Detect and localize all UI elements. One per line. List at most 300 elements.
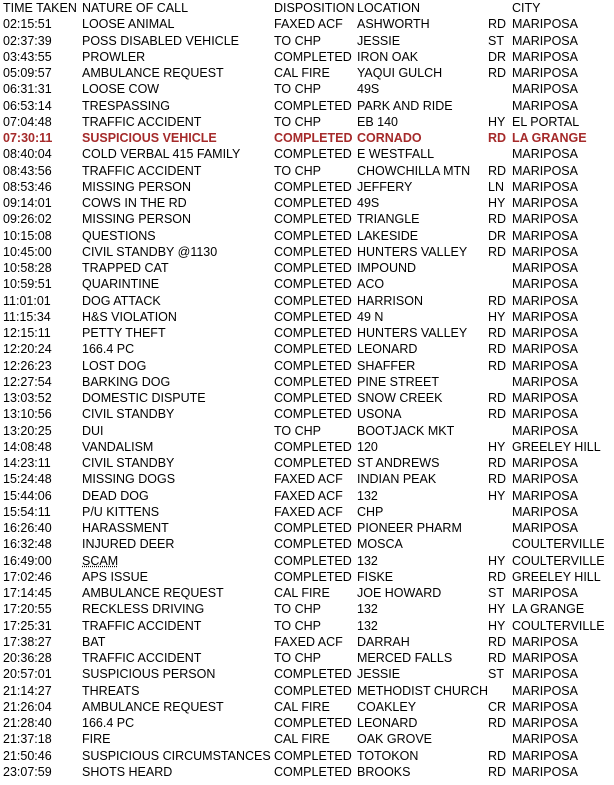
call-location: LEONARD [357, 342, 418, 357]
call-city: MARIPOSA [512, 634, 578, 649]
call-city: MARIPOSA [512, 261, 578, 275]
call-disposition: CAL FIRE [274, 586, 330, 600]
call-time: 13:20:25 [3, 423, 52, 438]
call-nature: APS ISSUE [82, 569, 148, 584]
call-city: MARIPOSA [512, 212, 578, 227]
call-street-suffix: RD [488, 244, 507, 259]
call-time: 14:08:48 [3, 439, 52, 454]
call-location: 132 [357, 602, 378, 617]
table-row [3, 358, 613, 374]
call-nature: SUSPICIOUS PERSON [82, 667, 216, 682]
call-nature: SUSPICIOUS CIRCUMSTANCES [82, 748, 271, 763]
call-city: MARIPOSA [512, 82, 578, 97]
call-street-suffix: HY [488, 439, 506, 454]
call-street-suffix: RD [488, 163, 507, 178]
call-disposition: COMPLETED [274, 261, 352, 275]
call-disposition: COMPLETED [274, 326, 352, 340]
call-time: 09:26:02 [3, 212, 52, 227]
call-nature: AMBULANCE REQUEST [82, 586, 224, 600]
call-location: 49S [357, 82, 380, 97]
call-disposition: TO CHP [274, 651, 321, 665]
call-city: LA GRANGE [512, 131, 587, 145]
call-location: YAQUI GULCH [357, 66, 443, 80]
call-location: LEONARD [357, 716, 418, 730]
call-nature: POSS DISABLED VEHICLE [82, 33, 240, 48]
call-disposition: COMPLETED [274, 98, 352, 113]
call-time: 10:15:08 [3, 228, 52, 243]
table-row [3, 195, 613, 211]
table-row [3, 504, 613, 520]
table-row [3, 65, 613, 81]
call-time: 17:02:46 [3, 569, 52, 584]
call-time: 10:45:00 [3, 244, 52, 259]
call-city: GREELEY HILL [512, 439, 601, 454]
call-disposition: COMPLETED [274, 293, 352, 308]
call-time: 21:26:04 [3, 699, 52, 714]
table-row [3, 471, 613, 487]
call-disposition: COMPLETED [274, 764, 352, 779]
call-disposition: COMPLETED [274, 277, 352, 292]
call-location: DARRAH [357, 634, 410, 649]
call-city: MARIPOSA [512, 309, 578, 324]
call-time: 12:15:11 [3, 326, 51, 340]
call-street-suffix: DR [488, 228, 507, 243]
call-rows [3, 16, 613, 780]
call-disposition: FAXED ACF [274, 472, 343, 487]
call-location: FISKE [357, 569, 394, 584]
call-disposition: COMPLETED [274, 683, 352, 698]
call-street-suffix: RD [488, 293, 507, 308]
call-nature: TRAFFIC ACCIDENT [82, 651, 202, 665]
call-city: MARIPOSA [512, 374, 578, 389]
table-row [3, 293, 613, 309]
call-city: MARIPOSA [512, 147, 578, 162]
call-time: 17:38:27 [3, 634, 52, 649]
call-nature: TRAFFIC ACCIDENT [82, 163, 202, 178]
table-row [3, 764, 613, 780]
call-city: MARIPOSA [512, 667, 578, 682]
call-nature: TRESPASSING [82, 98, 170, 113]
call-time: 16:32:48 [3, 537, 52, 552]
call-street-suffix: RD [488, 17, 507, 32]
table-row [3, 455, 613, 471]
table-row [3, 715, 613, 731]
call-disposition: COMPLETED [274, 358, 352, 373]
call-street-suffix: DR [488, 49, 507, 64]
call-street-suffix: RD [488, 358, 507, 373]
call-location: E WESTFALL [357, 147, 435, 162]
call-city: MARIPOSA [512, 699, 578, 714]
call-street-suffix: RD [488, 472, 507, 487]
call-city: COULTERVILLE [512, 553, 605, 568]
call-location: IRON OAK [357, 49, 419, 64]
call-nature: LOOSE COW [82, 82, 160, 97]
call-city: MARIPOSA [512, 472, 578, 487]
call-nature: INJURED DEER [82, 537, 175, 552]
table-row [3, 683, 613, 699]
call-location: JEFFERY [357, 179, 413, 194]
call-disposition: COMPLETED [274, 147, 352, 162]
table-row [3, 228, 613, 244]
call-time: 12:26:23 [3, 358, 52, 373]
call-street-suffix: RD [488, 212, 507, 227]
call-disposition: COMPLETED [274, 456, 352, 470]
call-location: BROOKS [357, 764, 411, 779]
call-location: IMPOUND [357, 261, 417, 275]
call-city: MARIPOSA [512, 293, 578, 308]
call-location: SHAFFER [357, 358, 416, 373]
call-location: PARK AND RIDE [357, 98, 453, 113]
call-time: 14:23:11 [3, 456, 51, 470]
table-row [3, 309, 613, 325]
call-location: ACO [357, 277, 385, 292]
call-street-suffix: RD [488, 651, 507, 665]
call-street-suffix: HY [488, 553, 506, 568]
call-location: CORNADO [357, 131, 422, 145]
call-nature: TRAFFIC ACCIDENT [82, 618, 202, 633]
table-row [3, 98, 613, 114]
table-row [3, 488, 613, 504]
call-time: 09:14:01 [3, 196, 52, 210]
call-time: 03:43:55 [3, 49, 52, 64]
call-disposition: FAXED ACF [274, 17, 343, 32]
table-row [3, 179, 613, 195]
call-location: SNOW CREEK [357, 391, 443, 405]
call-disposition: COMPLETED [274, 439, 352, 454]
table-row [3, 146, 613, 162]
call-location: LAKESIDE [357, 228, 419, 243]
table-row [3, 650, 613, 666]
call-street-suffix: CR [488, 699, 507, 714]
call-disposition: COMPLETED [274, 228, 352, 243]
call-time: 23:07:59 [3, 764, 52, 779]
call-street-suffix: RD [488, 569, 507, 584]
call-nature: MISSING DOGS [82, 472, 176, 487]
call-location: JOE HOWARD [357, 586, 442, 600]
call-time: 11:01:01 [3, 293, 51, 308]
call-street-suffix: RD [488, 764, 507, 779]
call-location: TOTOKON [357, 748, 419, 763]
call-street-suffix: RD [488, 66, 507, 80]
call-nature: QUESTIONS [82, 228, 156, 243]
call-location: ST ANDREWS [357, 456, 440, 470]
call-disposition: CAL FIRE [274, 732, 330, 747]
call-location: MERCED FALLS [357, 651, 453, 665]
call-disposition: FAXED ACF [274, 634, 343, 649]
call-city: MARIPOSA [512, 277, 578, 292]
call-disposition: COMPLETED [274, 374, 352, 389]
call-city: MARIPOSA [512, 748, 578, 763]
call-disposition: COMPLETED [274, 131, 353, 145]
call-location: CHP [357, 504, 384, 519]
call-nature: LOST DOG [82, 358, 147, 373]
call-street-suffix: RD [488, 716, 507, 730]
table-row [3, 634, 613, 650]
call-nature: DOMESTIC DISPUTE [82, 391, 206, 405]
call-city: MARIPOSA [512, 651, 578, 665]
call-time: 13:03:52 [3, 391, 52, 405]
call-time: 08:40:04 [3, 147, 52, 162]
call-location: CHOWCHILLA MTN [357, 163, 471, 178]
call-nature: P/U KITTENS [82, 504, 160, 519]
call-street-suffix: RD [488, 456, 507, 470]
call-city: GREELEY HILL [512, 569, 601, 584]
call-nature: MISSING PERSON [82, 179, 192, 194]
call-city: MARIPOSA [512, 33, 578, 48]
call-nature: CIVIL STANDBY [82, 407, 175, 422]
call-street-suffix: HY [488, 309, 506, 324]
call-disposition: COMPLETED [274, 521, 352, 535]
call-time: 20:57:01 [3, 667, 52, 682]
call-time: 02:37:39 [3, 33, 52, 48]
call-city: MARIPOSA [512, 504, 578, 519]
call-city: MARIPOSA [512, 196, 578, 210]
call-nature: BAT [82, 634, 106, 649]
call-time: 08:53:46 [3, 179, 52, 194]
call-location: 120 [357, 439, 378, 454]
table-row [3, 341, 613, 357]
call-city: MARIPOSA [512, 521, 578, 535]
call-city: MARIPOSA [512, 163, 578, 178]
call-location: JESSIE [357, 33, 401, 48]
call-disposition: COMPLETED [274, 196, 352, 210]
header-time: TIME TAKEN [3, 1, 77, 15]
call-time: 17:25:31 [3, 618, 52, 633]
table-row [3, 406, 613, 422]
call-time: 21:28:40 [3, 716, 52, 730]
call-location: USONA [357, 407, 402, 422]
call-location: EB 140 [357, 114, 399, 129]
call-disposition: COMPLETED [274, 667, 352, 682]
call-location: HUNTERS VALLEY [357, 244, 468, 259]
call-time: 15:24:48 [3, 472, 52, 487]
call-time: 16:26:40 [3, 521, 52, 535]
table-row [3, 130, 613, 146]
call-disposition: COMPLETED [274, 179, 352, 194]
call-location: 49S [357, 196, 380, 210]
call-location: 132 [357, 553, 378, 568]
table-row [3, 553, 613, 569]
call-time: 21:37:18 [3, 732, 52, 747]
call-time: 05:09:57 [3, 66, 52, 80]
table-row [3, 585, 613, 601]
call-disposition: COMPLETED [274, 716, 352, 730]
call-disposition: CAL FIRE [274, 66, 330, 80]
call-time: 07:30:11 [3, 131, 53, 145]
call-street-suffix: HY [488, 618, 506, 633]
call-street-suffix: LN [488, 179, 504, 194]
call-street-suffix: ST [488, 586, 504, 600]
call-street-suffix: RD [488, 407, 507, 422]
call-time: 17:20:55 [3, 602, 52, 617]
call-street-suffix: RD [488, 634, 507, 649]
call-nature: RECKLESS DRIVING [82, 602, 205, 617]
call-disposition: CAL FIRE [274, 699, 330, 714]
call-time: 10:59:51 [3, 277, 52, 292]
table-row [3, 569, 613, 585]
table-row [3, 731, 613, 747]
call-city: LA GRANGE [512, 602, 585, 617]
call-location: INDIAN PEAK [357, 472, 437, 487]
call-street-suffix: RD [488, 391, 507, 405]
call-city: EL PORTAL [512, 114, 580, 129]
call-time: 17:14:45 [3, 586, 52, 600]
call-location: METHODIST CHURCH [357, 683, 489, 698]
call-nature: 166.4 PC [82, 716, 135, 730]
call-nature: SUSPICIOUS VEHICLE [82, 131, 217, 145]
call-time: 06:31:31 [3, 82, 52, 97]
call-city: MARIPOSA [512, 391, 578, 405]
call-time: 08:43:56 [3, 163, 52, 178]
table-row [3, 601, 613, 617]
call-street-suffix: ST [488, 33, 504, 48]
table-row [3, 81, 613, 97]
call-disposition: FAXED ACF [274, 488, 343, 503]
call-disposition: TO CHP [274, 114, 321, 129]
call-street-suffix: RD [488, 342, 507, 357]
call-nature: CIVIL STANDBY @1130 [82, 244, 218, 259]
header-row [3, 0, 613, 16]
call-location: PIONEER PHARM [357, 521, 462, 535]
table-row [3, 325, 613, 341]
call-time: 06:53:14 [3, 98, 52, 113]
call-city: MARIPOSA [512, 732, 578, 747]
call-city: MARIPOSA [512, 423, 578, 438]
table-row [3, 520, 613, 536]
call-time: 07:04:48 [3, 114, 52, 129]
call-time: 12:20:24 [3, 342, 52, 357]
call-city: MARIPOSA [512, 488, 578, 503]
table-row [3, 49, 613, 65]
table-row [3, 699, 613, 715]
call-city: MARIPOSA [512, 683, 578, 698]
call-disposition: TO CHP [274, 423, 321, 438]
call-disposition: COMPLETED [274, 342, 352, 357]
call-time: 21:14:27 [3, 683, 52, 698]
call-nature: HARASSMENT [82, 521, 169, 535]
call-location: HUNTERS VALLEY [357, 326, 468, 340]
call-nature: AMBULANCE REQUEST [82, 66, 224, 80]
call-location: BOOTJACK MKT [357, 423, 455, 438]
call-location: OAK GROVE [357, 732, 433, 747]
table-row [3, 439, 613, 455]
table-row [3, 244, 613, 260]
call-street-suffix: RD [488, 326, 507, 340]
call-city: MARIPOSA [512, 342, 578, 357]
call-disposition: COMPLETED [274, 537, 352, 552]
call-nature: TRAPPED CAT [82, 261, 169, 275]
call-disposition: COMPLETED [274, 309, 352, 324]
call-street-suffix: HY [488, 488, 506, 503]
call-city: MARIPOSA [512, 407, 578, 422]
call-city: MARIPOSA [512, 326, 578, 340]
call-disposition: COMPLETED [274, 569, 352, 584]
call-location: 132 [357, 618, 378, 633]
call-disposition: COMPLETED [274, 391, 352, 405]
call-disposition: COMPLETED [274, 212, 352, 227]
call-nature: TRAFFIC ACCIDENT [82, 114, 202, 129]
call-disposition: COMPLETED [274, 244, 352, 259]
call-nature: MISSING PERSON [82, 212, 192, 227]
call-city: MARIPOSA [512, 66, 578, 80]
table-row [3, 163, 613, 179]
header-location: LOCATION [357, 1, 420, 15]
header-city: CITY [512, 1, 541, 15]
call-city: MARIPOSA [512, 456, 578, 470]
call-disposition: TO CHP [274, 163, 321, 178]
call-nature: AMBULANCE REQUEST [82, 699, 224, 714]
table-row [3, 16, 613, 32]
call-nature: QUARINTINE [82, 277, 160, 292]
call-city: MARIPOSA [512, 764, 578, 779]
call-city: MARIPOSA [512, 716, 578, 730]
table-row [3, 748, 613, 764]
header-nature: NATURE OF CALL [82, 1, 189, 15]
call-time: 15:54:11 [3, 504, 51, 519]
call-city: MARIPOSA [512, 49, 578, 64]
call-city: MARIPOSA [512, 98, 578, 113]
call-nature: COLD VERBAL 415 FAMILY [82, 147, 241, 162]
call-street-suffix: HY [488, 114, 506, 129]
call-street-suffix: RD [488, 748, 507, 763]
call-street-suffix: RD [488, 131, 507, 145]
call-nature: PROWLER [82, 49, 146, 64]
call-location: MOSCA [357, 537, 403, 552]
call-street-suffix: HY [488, 602, 506, 617]
call-city: MARIPOSA [512, 179, 578, 194]
table-row [3, 390, 613, 406]
call-location: PINE STREET [357, 374, 439, 389]
call-time: 13:10:56 [3, 407, 52, 422]
call-disposition: TO CHP [274, 618, 321, 633]
table-row [3, 260, 613, 276]
call-street-suffix: ST [488, 667, 504, 682]
call-city: COULTERVILLE [512, 537, 605, 552]
call-disposition: TO CHP [274, 33, 321, 48]
call-nature: VANDALISM [82, 439, 154, 454]
call-nature: LOOSE ANIMAL [82, 17, 175, 32]
call-disposition: COMPLETED [274, 49, 352, 64]
table-row [3, 618, 613, 634]
call-city: MARIPOSA [512, 17, 578, 32]
call-nature: COWS IN THE RD [82, 196, 187, 210]
call-nature: FIRE [82, 732, 111, 747]
call-city: MARIPOSA [512, 244, 578, 259]
table-row [3, 276, 613, 292]
table-row [3, 114, 613, 130]
call-city: MARIPOSA [512, 586, 578, 600]
header-disposition: DISPOSITION [274, 1, 355, 15]
call-time: 12:27:54 [3, 374, 52, 389]
call-time: 21:50:46 [3, 748, 52, 763]
call-location: 132 [357, 488, 378, 503]
call-time: 16:49:00 [3, 553, 52, 568]
call-nature: DOG ATTACK [82, 293, 161, 308]
call-city: MARIPOSA [512, 228, 578, 243]
table-row [3, 374, 613, 390]
call-nature: SCAM [82, 553, 119, 568]
table-row [3, 666, 613, 682]
call-nature: DUI [82, 423, 104, 438]
call-nature: CIVIL STANDBY [82, 456, 175, 470]
call-time: 11:15:34 [3, 309, 51, 324]
call-location: COAKLEY [357, 699, 417, 714]
table-row [3, 211, 613, 227]
table-row [3, 423, 613, 439]
call-time: 20:36:28 [3, 651, 52, 665]
call-time: 10:58:28 [3, 261, 52, 275]
call-location: JESSIE [357, 667, 401, 682]
